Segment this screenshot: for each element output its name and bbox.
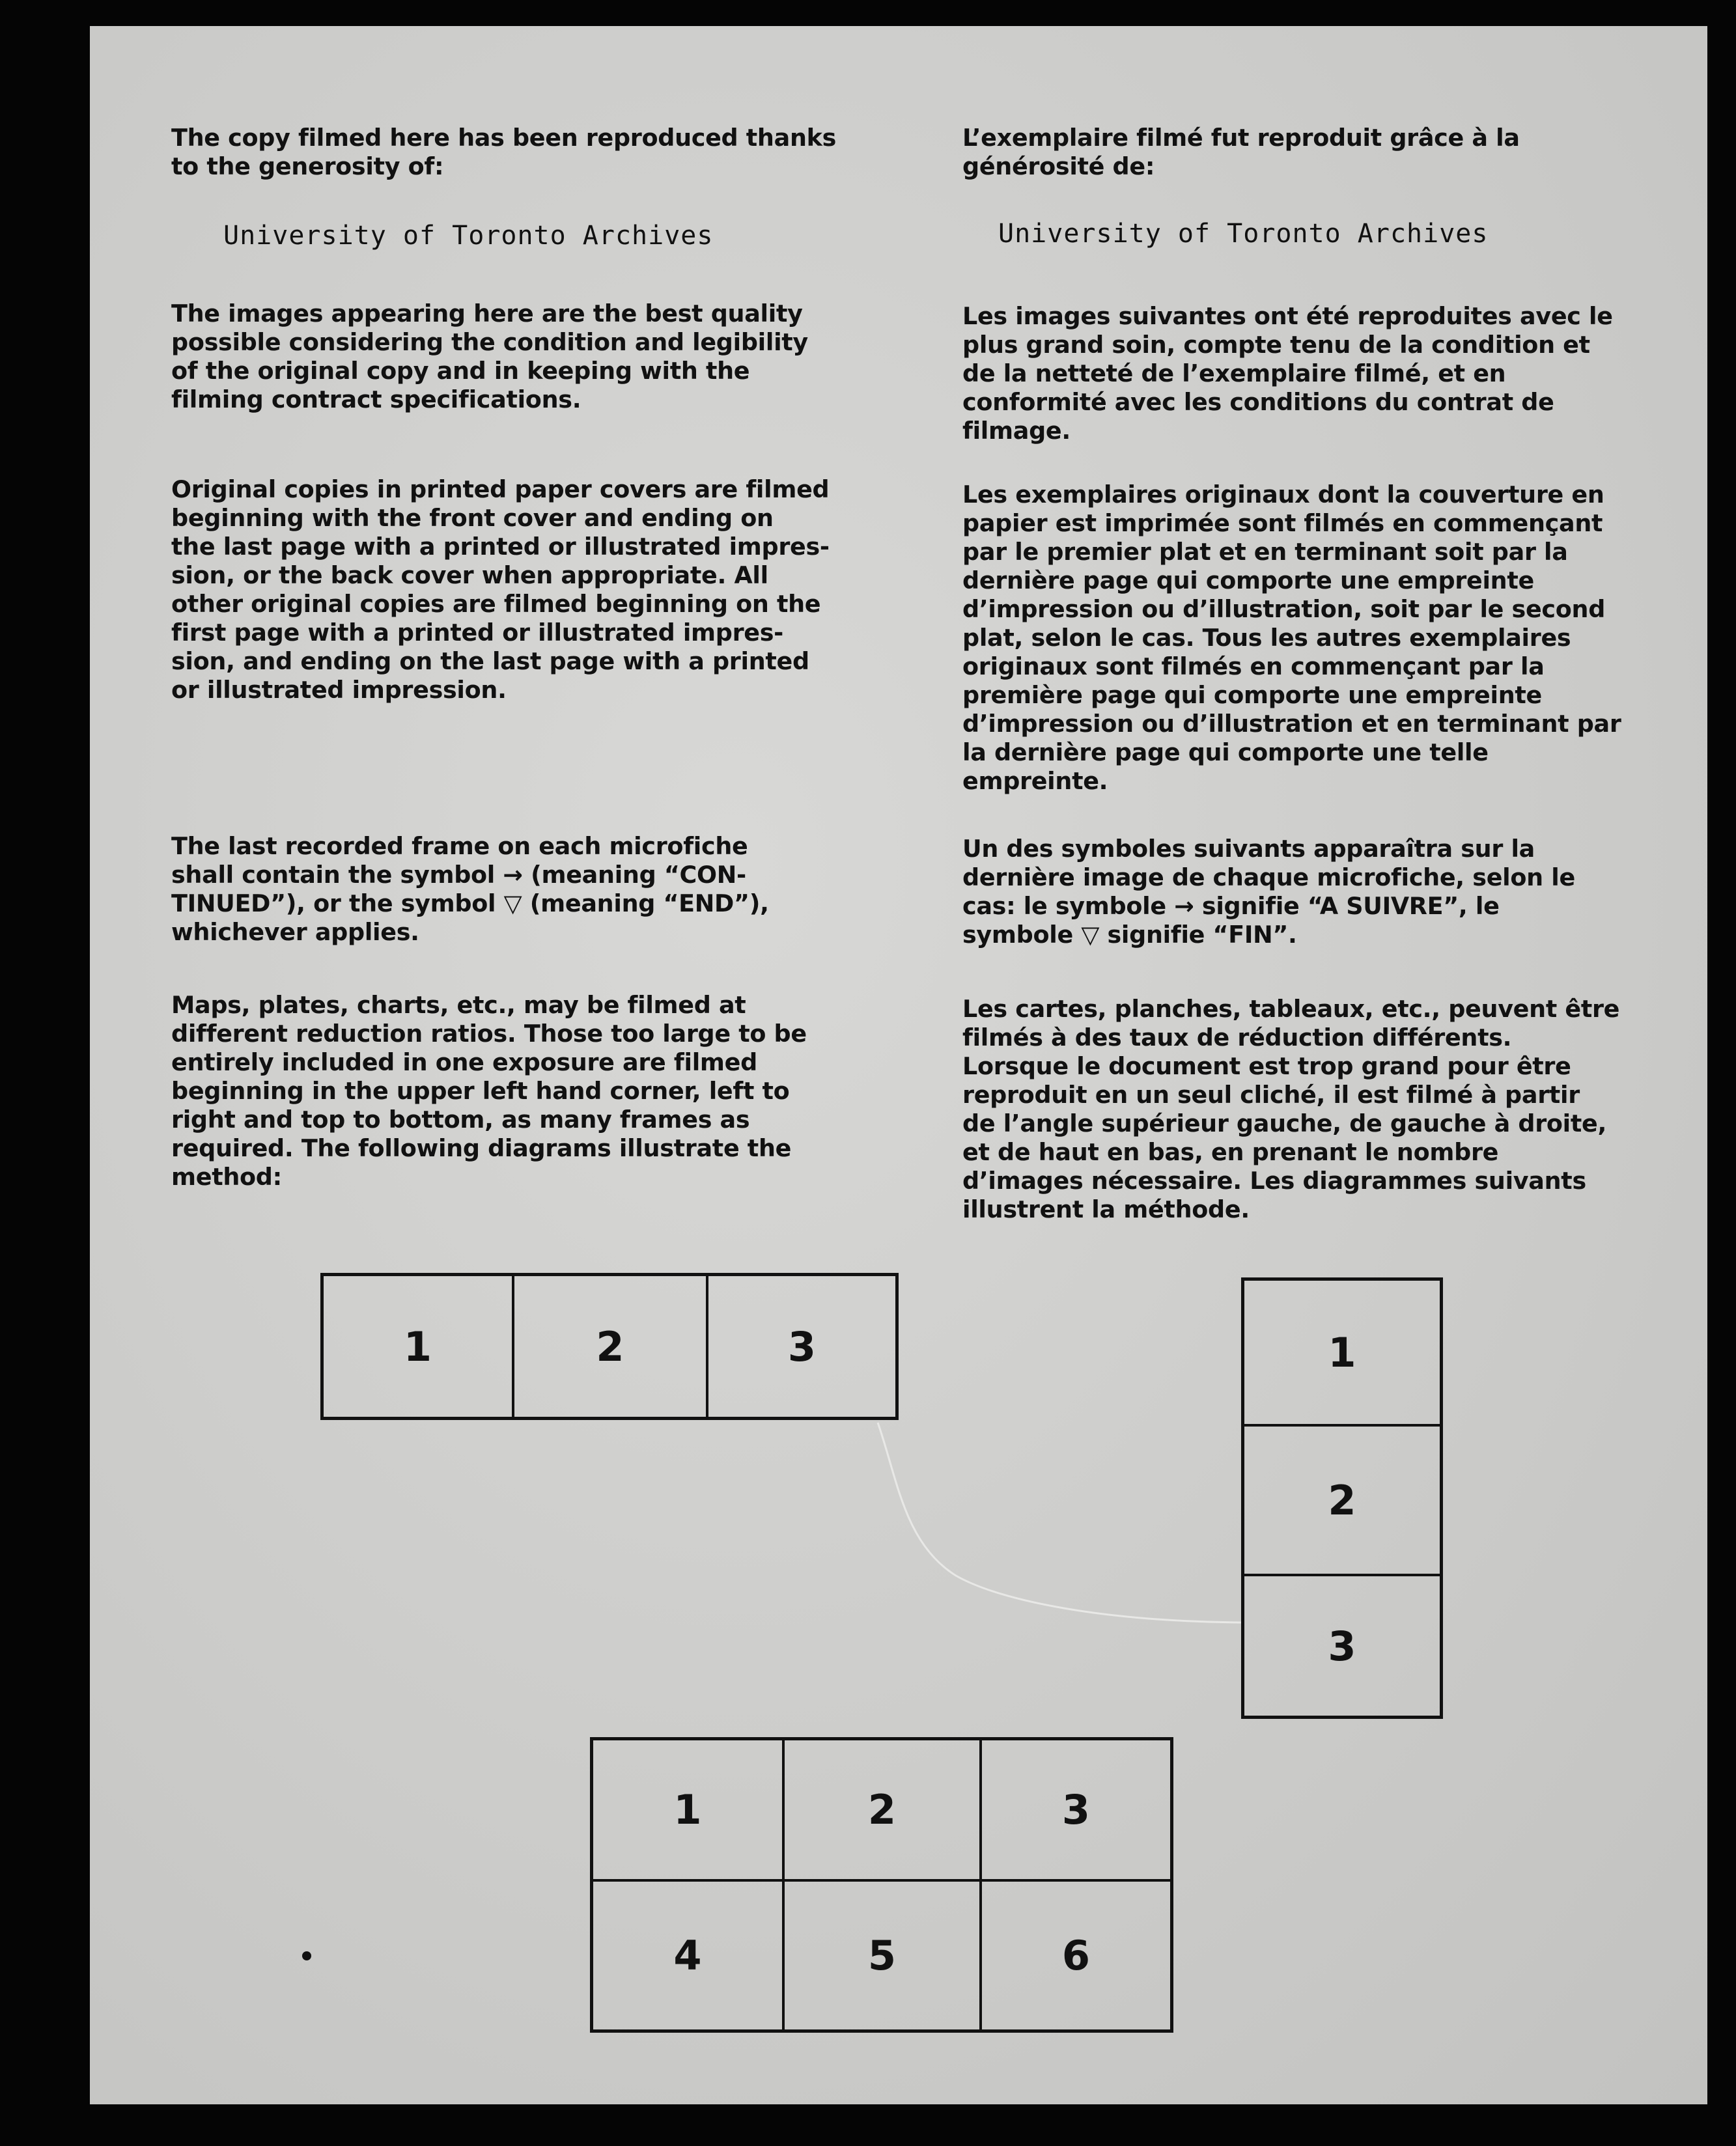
text-line: générosité de: xyxy=(962,152,1155,180)
text-line: plat, selon le cas. Tous les autres exemplaires xyxy=(962,624,1571,652)
text-line: TINUED”), or the symbol ▽ (meaning “END”), xyxy=(171,889,769,917)
text-line: The last recorded frame on each microfiche xyxy=(171,832,748,860)
text-line: the last page with a printed or illustrated impres- xyxy=(171,533,830,561)
text-line: par le premier plat et en terminant soit par la xyxy=(962,538,1568,566)
text-line: shall contain the symbol → (meaning “CON- xyxy=(171,861,746,889)
text-line: L’exemplaire filmé fut reproduit grâce à la xyxy=(962,124,1520,152)
diagram-grid xyxy=(590,1737,1173,2033)
text-line: whichever applies. xyxy=(171,918,419,946)
fr-archive-name: University of Toronto Archives xyxy=(998,219,1489,249)
frame-cell: 2 xyxy=(1328,1476,1356,1524)
text-line: Un des symboles suivants apparaîtra sur la xyxy=(962,835,1535,863)
text-line: et de haut en bas, en prenant le nombre xyxy=(962,1138,1499,1166)
text-line: de la netteté de l’exemplaire filmé, et en xyxy=(962,359,1506,387)
frame-cell: 3 xyxy=(1328,1622,1356,1670)
frame-cell: 6 xyxy=(1061,1932,1091,1979)
text-line: possible considering the condition and legibility xyxy=(171,328,808,356)
text-line: Lorsque le document est trop grand pour être xyxy=(962,1052,1571,1080)
text-line: filmés à des taux de réduction différents. xyxy=(962,1024,1512,1052)
en-archive-name: University of Toronto Archives xyxy=(223,221,714,251)
text-line: method: xyxy=(171,1163,282,1191)
text-line: other original copies are filmed beginning on the xyxy=(171,590,821,618)
text-line: filming contract specifications. xyxy=(171,385,581,413)
text-line: de l’angle supérieur gauche, de gauche à droite, xyxy=(962,1109,1607,1137)
text-line: Les images suivantes ont été reproduites avec le xyxy=(962,302,1613,330)
text-line: dernière page qui comporte une empreinte xyxy=(962,566,1534,594)
text-line: empreinte. xyxy=(962,767,1108,795)
text-line: The images appearing here are the best quality xyxy=(171,300,803,327)
text-line: Les exemplaires originaux dont la couverture en xyxy=(962,481,1604,509)
text-line: first page with a printed or illustrated impres- xyxy=(171,619,784,647)
text-line: different reduction ratios. Those too large to be xyxy=(171,1020,807,1048)
text-line: originaux sont filmés en commençant par la xyxy=(962,652,1545,680)
text-line: conformité avec les conditions du contrat de xyxy=(962,388,1554,416)
text-line: beginning in the upper left hand corner, left to xyxy=(171,1077,790,1105)
frame-cell: 2 xyxy=(867,1786,897,1833)
text-line: Les cartes, planches, tableaux, etc., peuvent être xyxy=(962,995,1620,1023)
text-line: reproduit en un seul cliché, il est filmé à partir xyxy=(962,1081,1580,1109)
text-line: d’impression ou d’illustration, soit par le second xyxy=(962,595,1606,623)
frame-cell: 1 xyxy=(673,1786,702,1833)
frame-cell: 4 xyxy=(673,1932,702,1979)
scanned-page xyxy=(90,26,1707,2104)
text-line: or illustrated impression. xyxy=(171,676,507,704)
frame-cell: 1 xyxy=(1328,1328,1356,1376)
text-line: The copy filmed here has been reproduced thanks xyxy=(171,124,837,152)
text-line: of the original copy and in keeping with the xyxy=(171,357,750,385)
text-line: sion, or the back cover when appropriate. All xyxy=(171,561,768,589)
frame-cell: 1 xyxy=(403,1322,432,1371)
text-line: symbole ▽ signifie “FIN”. xyxy=(962,921,1297,949)
text-line: Original copies in printed paper covers are filmed xyxy=(171,475,830,503)
text-line: to the generosity of: xyxy=(171,152,444,180)
text-line: d’images nécessaire. Les diagrammes suivants xyxy=(962,1167,1586,1195)
frame-cell: 3 xyxy=(787,1322,817,1371)
text-line: la dernière page qui comporte une telle xyxy=(962,738,1489,766)
text-line: illustrent la méthode. xyxy=(962,1195,1250,1223)
frame-cell: 5 xyxy=(867,1932,897,1979)
text-line: entirely included in one exposure are filmed xyxy=(171,1048,757,1076)
text-line: cas: le symbole → signifie “A SUIVRE”, le xyxy=(962,892,1500,920)
frame-cell: 3 xyxy=(1061,1786,1091,1833)
text-line: d’impression ou d’illustration et en terminant par xyxy=(962,710,1621,738)
text-line: filmage. xyxy=(962,417,1071,445)
text-line: right and top to bottom, as many frames as xyxy=(171,1106,750,1134)
text-line: beginning with the front cover and ending on xyxy=(171,504,774,532)
text-line: required. The following diagrams illustrate the xyxy=(171,1134,792,1162)
text-line: première page qui comporte une empreinte xyxy=(962,681,1542,709)
text-line: dernière image de chaque microfiche, selon le xyxy=(962,863,1575,891)
text-line: Maps, plates, charts, etc., may be filmed at xyxy=(171,991,746,1019)
text-line: plus grand soin, compte tenu de la condition et xyxy=(962,331,1590,359)
text-line: sion, and ending on the last page with a printed xyxy=(171,647,809,675)
text-line: papier est imprimée sont filmés en commençant xyxy=(962,509,1603,537)
frame-cell: 2 xyxy=(596,1322,624,1371)
